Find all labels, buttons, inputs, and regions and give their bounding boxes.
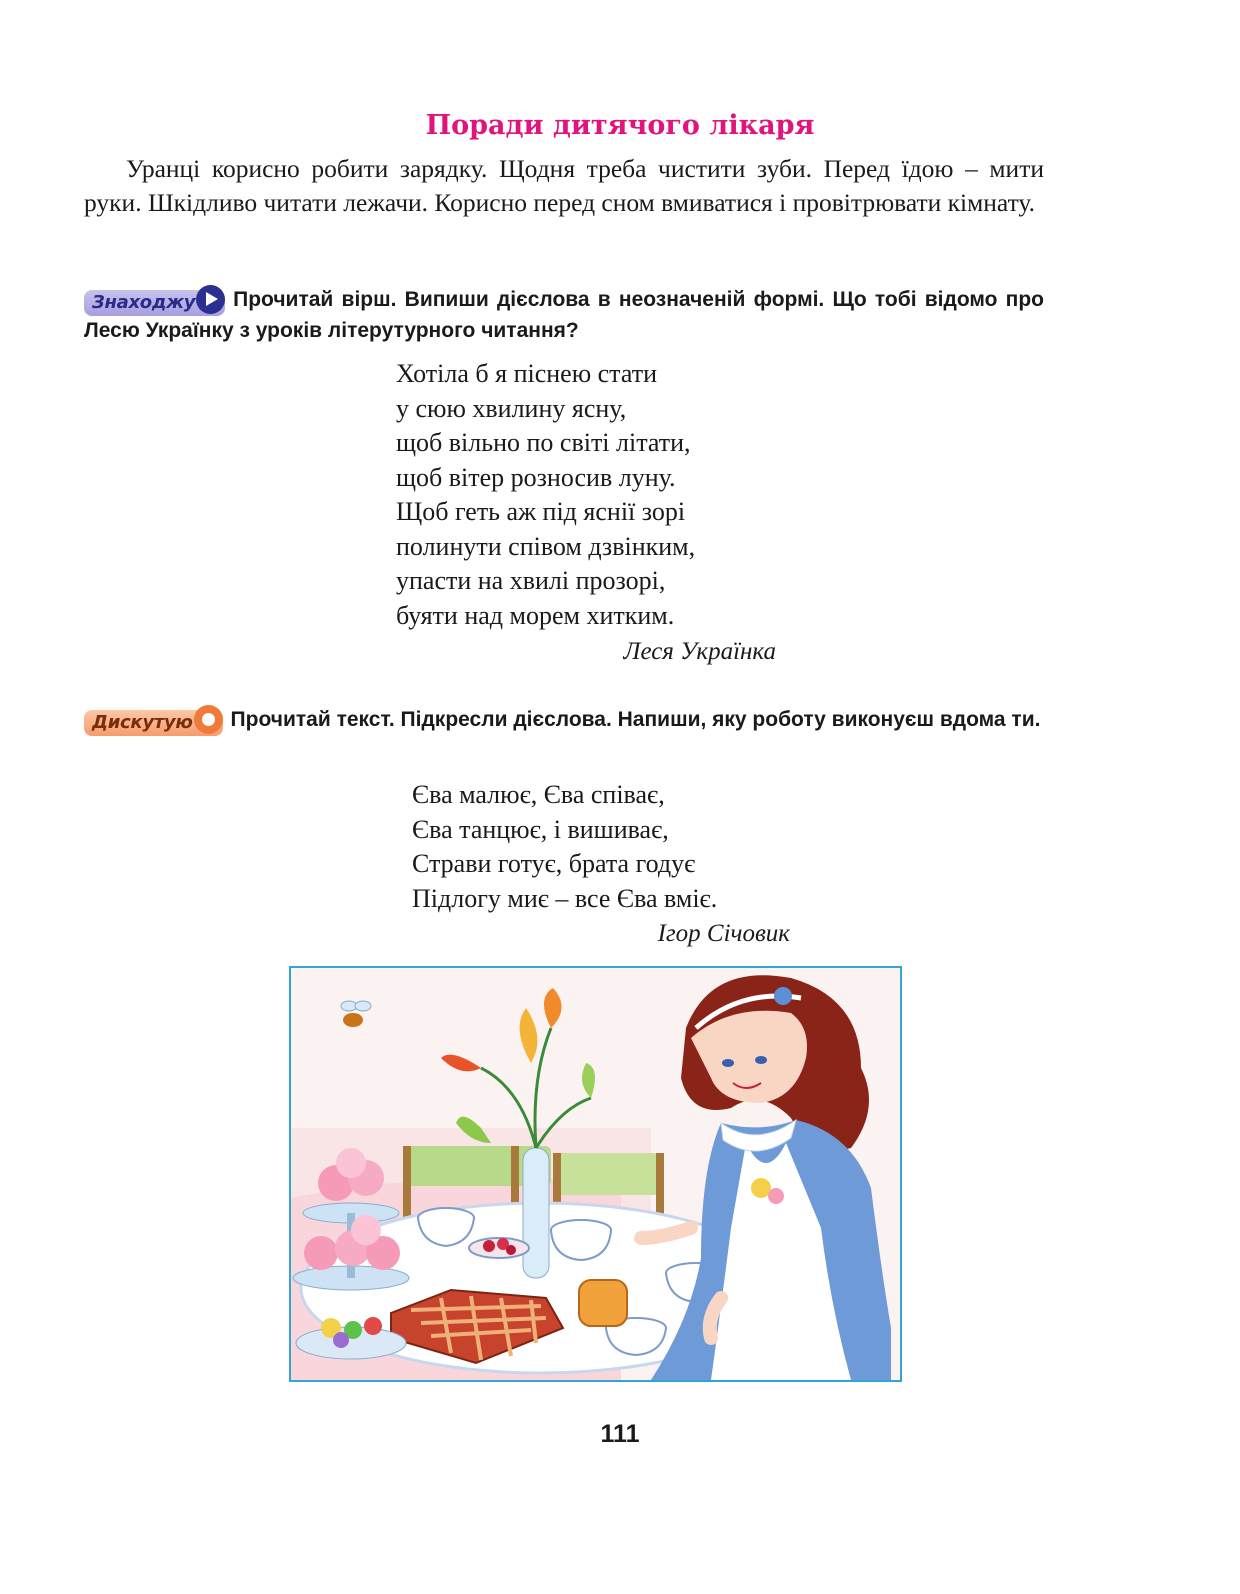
task-discuss-text: Прочитай текст. Підкресли дієслова. Напиши, яку роботу виконуєш вдома ти. (230, 708, 1041, 731)
poem-line: у сюю хвилину ясну, (396, 393, 627, 423)
poem-line: Підлогу миє – все Єва вміє. (412, 883, 718, 913)
intro-text: Уранці корисно робити зарядку. Щодня треба чистити зуби. Перед їдою – мити руки. Шкідливо читати лежачи. Корисно перед сном вмиватися і провітрювати кімнату. (84, 154, 1044, 217)
poem-line: буяти над морем хитким. (396, 600, 675, 630)
illustration-svg (291, 968, 900, 1380)
poem-author: Леся Українка (623, 638, 776, 665)
illustration-girl-table (289, 966, 902, 1382)
poem-line: Хотіла б я піснею стати (396, 359, 658, 388)
badge-find (84, 286, 225, 314)
badge-find-label: Знаходжу (84, 290, 225, 316)
task-discuss (84, 704, 1044, 735)
circle-icon (194, 705, 223, 734)
poem-eva (412, 778, 717, 916)
poem-line: Єва танцює, і вишиває, (412, 814, 669, 844)
poem-line: упасти на хвилі прозорі, (396, 566, 666, 595)
badge-discuss (84, 706, 223, 734)
poem-line: полинути співом дзвінким, (396, 531, 696, 561)
poem-line: Єва малює, Єва співає, (412, 780, 665, 809)
poem-author: Ігор Січовик (657, 920, 790, 947)
poem-line: щоб вільно по світі літати, (396, 428, 691, 457)
task-find (84, 284, 1044, 346)
poem-lesya (396, 357, 695, 633)
page-number: 111 (600, 1420, 640, 1448)
poem-line: Щоб геть аж під яснії зорі (396, 497, 686, 526)
poem-line: Страви готує, брата годує (412, 849, 696, 878)
poem-line: щоб вітер розносив луну. (396, 462, 676, 492)
intro-paragraph (84, 152, 1044, 220)
section-title: Поради дитячого лікаря (425, 110, 815, 141)
badge-discuss-label: Дискутую (84, 710, 223, 736)
task-find-text: Прочитай вірш. Випиши дієслова в неозначеній формі. Що тобі відомо про Лесю Українку з уроків літерутурного читання? (84, 288, 1044, 342)
